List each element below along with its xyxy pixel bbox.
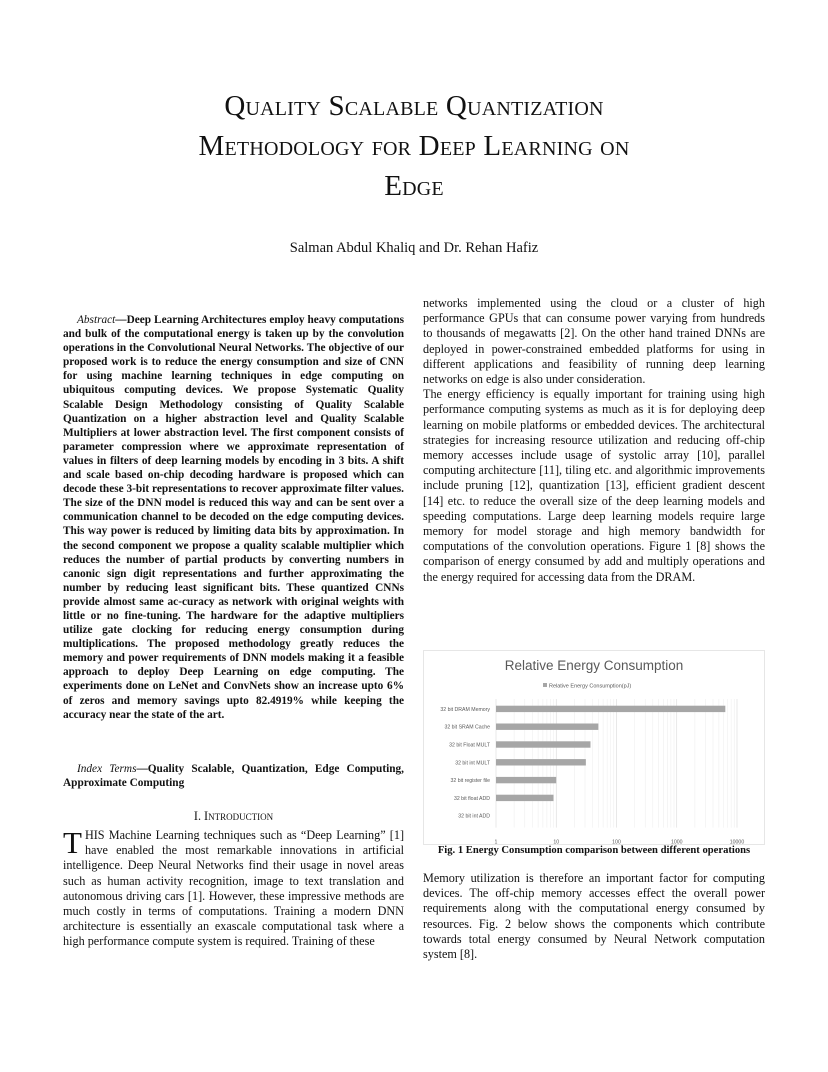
section-number: I.	[193, 809, 201, 823]
bar	[496, 795, 553, 801]
category-label: 32 bit Float MULT	[449, 742, 490, 749]
section-title: Introduction	[204, 809, 274, 823]
x-tick-label: 1000	[670, 839, 683, 845]
title-line-1: Quality Scalable Quantization	[224, 90, 604, 122]
category-label: 32 bit DRAM Memory	[440, 706, 490, 713]
paragraph-energy-efficiency: The energy efficiency is equally important for training using high performance computing systems as much as it is for deploying deep learning on mobile platforms or embedded devices. The architectural strategies for increasing resource utilization and reducing off-chip memory accesses include usage of systolic array [10], parallel computing architecture [11], tiling etc. and algorithmic improvements include pruning [12], quantization [13], efficient gradient descent [14] etc. to reduce the overall size of the deep learning models and speeding computations. Large deep learning models require large memory for model storage and high memory bandwidth for computations of the convolution operations. Figure 1 [8] shows the comparison of energy consumed by add and multiply operations and the energy required for accessing data from the DRAM.	[423, 387, 765, 584]
intro-text: HIS Machine Learning techniques such as “Deep Learning” [1] have enabled the most remarkable innovations in artificial intelligence. Deep Neural Networks find their usage in novel areas such as human activity recognition, image to text translation and autonomous driving cars [1]. However, these impressive methods are much costly in terms of computations. Training a modern DNN architecture is essentially an exascale computational task where a high performance compute system is required. Training of these	[63, 828, 404, 949]
index-terms-label: Index Terms	[77, 763, 137, 775]
x-tick-label: 100	[612, 839, 621, 845]
category-label: 32 bit SRAM Cache	[444, 724, 490, 731]
paper-title	[40, 86, 788, 206]
section-heading-introduction	[63, 809, 404, 824]
bar	[496, 724, 598, 730]
x-tick-label: 10	[553, 839, 560, 845]
energy-consumption-chart	[423, 650, 765, 845]
x-tick-label: 1	[494, 839, 498, 845]
right-column-text	[423, 296, 765, 585]
bar	[496, 741, 590, 747]
abstract-label: Abstract	[77, 314, 116, 326]
category-label: 32 bit register file	[450, 778, 490, 785]
title-line-3: Edge	[384, 170, 444, 202]
intro-paragraph	[63, 825, 404, 950]
abstract	[63, 313, 404, 722]
bar	[496, 777, 556, 783]
index-terms	[63, 762, 404, 790]
figure-caption: Fig. 1 Energy Consumption comparison between different operations	[437, 845, 751, 856]
authors: Salman Abdul Khaliq and Dr. Rehan Hafiz	[289, 240, 539, 256]
chart-legend: Relative Energy Consumption(pJ)	[549, 683, 632, 690]
drop-cap: T	[63, 825, 82, 860]
bar	[496, 759, 586, 765]
bar	[496, 706, 725, 712]
x-tick-label: 10000	[729, 839, 745, 845]
chart-title: Relative Energy Consumption	[504, 658, 684, 673]
legend-swatch	[543, 683, 547, 687]
paragraph-gpu-power: networks implemented using the cloud or a cluster of high performance GPUs that can consume power varying from hundreds to thousands of megawatts [2]. On the other hand trained DNNs are deployed in power-constrained embedded platforms for using in different applications and feasibility of running deep learning networks on edge is also under consideration.	[423, 296, 765, 387]
title-line-2: Methodology for Deep Learning on	[198, 130, 630, 162]
abstract-text: —Deep Learning Architectures employ heavy computations and bulk of the computational energy is taken up by the convolution operations in the Convolutional Neural Networks. The objective of our proposed work is to reduce the energy consumption and size of CNN for using machine learning techniques in edge computing on ubiquitous computing devices. We propose Systematic Quality Scalable Design Methodology consisting of Quality Scalable Quantization on a higher abstraction level and Quality Scalable Multipliers at lower abstraction level. The first component consists of parameter compression where we approximate representation of values in filters of deep learning models by encoding in 3 bits. A shift and scale based on-chip decoding hardware is proposed which can decode these 3-bit representations to recover approximate filter values. The size of the DNN model is reduced this way and can be sent over a communication channel to be decoded on the edge computing devices. This way power is reduced by limiting data bits by approximation. In the second component we propose a quality scalable multiplier which reduces the number of partial products by converting numbers in canonic sign digit representations and further approximating the number by reducing least significant bits. These quantized CNNs provide almost same ac-curacy as network with original weights with little or no fine-tuning. The hardware for the adaptive multipliers utilize gate clocking for reducing energy consumption during multiplications. The proposed methodology greatly reduces the memory and power requirements of DNN models making it a feasible approach to deploy Deep Learning on edge computing. The experiments done on LeNet and ConvNets show an increase upto 6% of zeros and memory savings upto 82.4919% while keeping the accuracy near the state of the art.	[63, 314, 404, 721]
paragraph-memory-utilization: Memory utilization is therefore an important factor for computing devices. The off-chip memory accesses effect the overall power requirements along with the computational energy consumed by resources. Fig. 2 below shows the components which contribute towards total energy consumed by Neural Network computation system [8].	[423, 871, 765, 962]
category-label: 32 bit int ADD	[458, 813, 490, 820]
category-label: 32 bit int MULT	[455, 760, 490, 767]
category-label: 32 bit float ADD	[453, 795, 490, 802]
index-terms-text: —Quality Scalable, Quantization, Edge Computing, Approximate Computing	[63, 763, 404, 790]
